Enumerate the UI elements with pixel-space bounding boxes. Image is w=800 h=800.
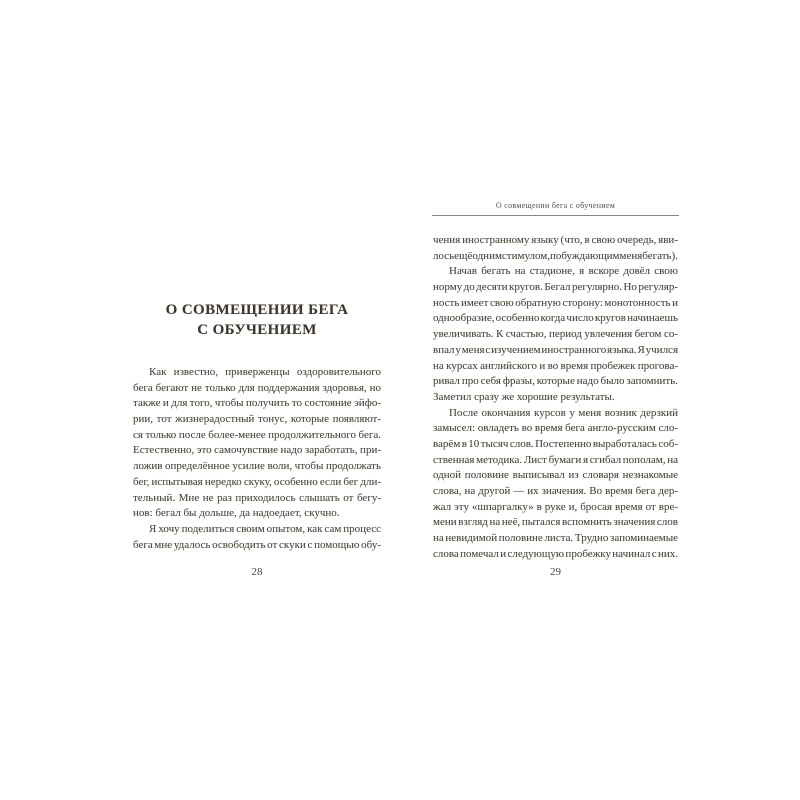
text-line: увеличивать. К счастью, период увлечения бегом со- — [433, 328, 679, 341]
right-page-body — [433, 233, 678, 562]
chapter-title — [133, 301, 381, 340]
text-line: одной половине выписывал из словаря незнакомые — [433, 469, 678, 482]
chapter-title-line2: С ОБУЧЕНИЕМ — [197, 321, 317, 338]
right-page-number: 29 — [550, 566, 561, 578]
text-line: лось ещё одним стимулом, побуждающим меня бегать). — [433, 249, 678, 262]
text-line: варём в 10 тысяч слов. Постепенно выработалась соб- — [433, 437, 678, 450]
text-line: замысел: овладеть во время бега англо-русским сло- — [433, 422, 678, 435]
text-line: рии, тот жизнерадостный тонус, которые появляют- — [133, 413, 381, 426]
text-line: впал у меня с изучением иностранного языка. Я учился — [433, 343, 678, 356]
text-line: ся только после более-менее продолжительного бега. — [133, 428, 381, 441]
text-line: нов: бегал бы дольше, да надоедает, скучно. — [133, 507, 340, 520]
chapter-title-line1: О СОВМЕЩЕНИИ БЕГА — [165, 302, 349, 318]
running-header-rule — [432, 215, 679, 216]
text-line: также и для того, чтобы получить то состояние эйфо- — [133, 397, 381, 410]
text-line: тельный. Мне не раз приходилось слышать от бегу- — [133, 491, 381, 504]
text-line: однообразие, особенно когда число кругов начинаешь — [433, 312, 678, 325]
text-line: Как известно, приверженцы оздоровительного — [149, 366, 381, 378]
text-line: ривал про себя фразы, которые надо было запомнить. — [433, 375, 678, 388]
text-line: жал эту «шпаргалку» в руке и, бросая время от вре- — [433, 500, 678, 513]
text-line: бег, испытывая нередко скуку, особенно если бег дли- — [133, 475, 381, 488]
left-page-body — [133, 365, 381, 553]
text-line: бега мне удалось освободить от скуки с помощью обу- — [133, 538, 381, 551]
text-line: слова помечал и следующую пробежку начинал с них. — [433, 547, 678, 560]
text-line: После окончания курсов у меня возник дерзкий — [449, 406, 678, 419]
text-line: ственная методика. Лист бумаги я сгибал пополам, на — [433, 453, 678, 466]
text-line: Я хочу поделиться своим опытом, как сам процесс — [149, 522, 381, 535]
text-line: мени взгляд на неё, пытался вспомнить значения слов — [433, 516, 678, 529]
running-header: О совмещении бега с обучением — [495, 201, 616, 210]
text-line: Начав бегать на стадионе, я вскоре довёл свою — [449, 265, 678, 278]
left-page-number: 28 — [251, 566, 263, 578]
text-line: ность имеет свою обратную сторону: монотонность и — [433, 296, 678, 309]
text-line: на курсах английского и во время пробежек прогова- — [433, 359, 678, 372]
text-line: ложив определённое усилие воли, чтобы продолжать — [133, 460, 381, 473]
text-line: бега бегают не только для поддержания здоровья, но — [133, 381, 381, 394]
text-line: Естественно, это самочувствие надо заработать, при- — [133, 444, 381, 457]
text-line: на невидимой половине листа. Трудно запоминаемые — [433, 532, 678, 545]
text-line: норму до десяти кругов. Бегал регулярно. Но регуляр- — [433, 281, 678, 294]
text-line: слова, на другой — их значения. Во время бега дер- — [433, 485, 678, 497]
text-line: Заметил сразу же хорошие результаты. — [433, 390, 615, 403]
text-line: чения иностранному языку (что, в свою очередь, яви- — [433, 234, 678, 246]
